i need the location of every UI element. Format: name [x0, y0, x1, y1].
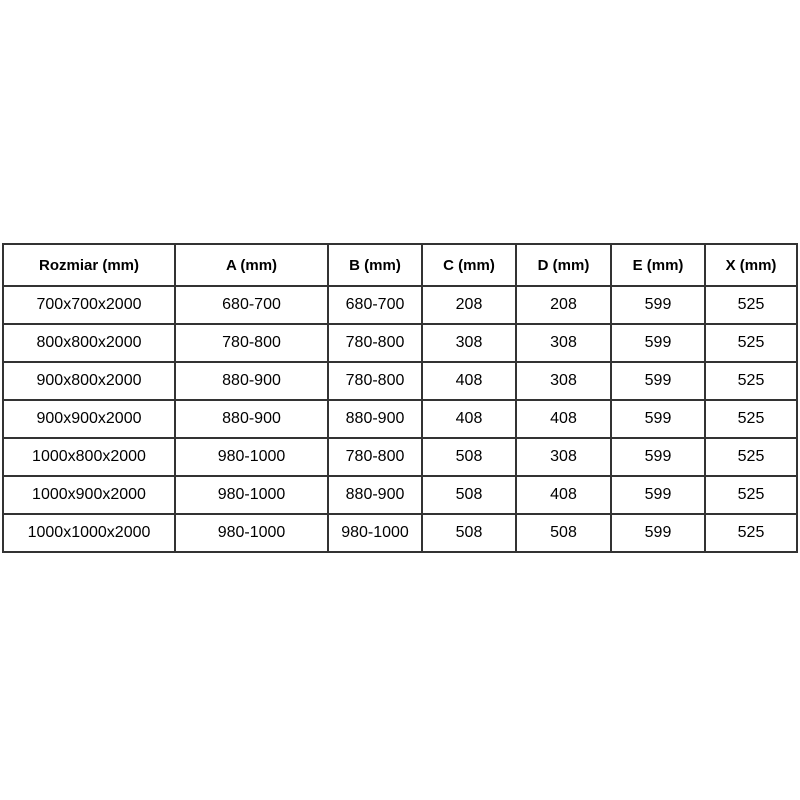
dim-d-cell: 208: [516, 286, 611, 324]
size-cell: 1000x900x2000: [3, 476, 175, 514]
dim-a-cell: 680-700: [175, 286, 328, 324]
table-row: [3, 324, 797, 362]
dim-c-cell: 208: [422, 286, 516, 324]
dim-a-cell: 980-1000: [175, 438, 328, 476]
column-header-e: E (mm): [611, 244, 705, 286]
column-header-a: A (mm): [175, 244, 328, 286]
dim-x-cell: 525: [705, 324, 797, 362]
dim-x-cell: 525: [705, 286, 797, 324]
dim-c-cell: 508: [422, 438, 516, 476]
column-header-c: C (mm): [422, 244, 516, 286]
dim-c-cell: 508: [422, 476, 516, 514]
dim-a-cell: 980-1000: [175, 476, 328, 514]
table-row: [3, 476, 797, 514]
header-row: [3, 244, 797, 286]
column-header-x: X (mm): [705, 244, 797, 286]
dim-b-cell: 680-700: [328, 286, 422, 324]
dim-e-cell: 599: [611, 324, 705, 362]
dim-b-cell: 880-900: [328, 400, 422, 438]
dim-b-cell: 880-900: [328, 476, 422, 514]
dim-a-cell: 880-900: [175, 362, 328, 400]
dim-a-cell: 980-1000: [175, 514, 328, 552]
table-row: [3, 286, 797, 324]
size-spec-table: [2, 243, 798, 553]
dim-c-cell: 408: [422, 400, 516, 438]
dim-e-cell: 599: [611, 362, 705, 400]
table-row: [3, 400, 797, 438]
table-row: [3, 514, 797, 552]
dim-e-cell: 599: [611, 286, 705, 324]
dim-b-cell: 780-800: [328, 362, 422, 400]
size-cell: 800x800x2000: [3, 324, 175, 362]
table-body: [3, 286, 797, 552]
size-cell: 1000x1000x2000: [3, 514, 175, 552]
dim-d-cell: 508: [516, 514, 611, 552]
size-cell: 900x800x2000: [3, 362, 175, 400]
size-cell: 900x900x2000: [3, 400, 175, 438]
dim-e-cell: 599: [611, 438, 705, 476]
dim-x-cell: 525: [705, 362, 797, 400]
dim-d-cell: 308: [516, 324, 611, 362]
dim-d-cell: 408: [516, 476, 611, 514]
dim-c-cell: 408: [422, 362, 516, 400]
dim-e-cell: 599: [611, 514, 705, 552]
dim-b-cell: 980-1000: [328, 514, 422, 552]
dim-x-cell: 525: [705, 438, 797, 476]
dim-x-cell: 525: [705, 514, 797, 552]
dim-d-cell: 308: [516, 362, 611, 400]
size-cell: 1000x800x2000: [3, 438, 175, 476]
dim-d-cell: 408: [516, 400, 611, 438]
dim-e-cell: 599: [611, 400, 705, 438]
table-row: [3, 362, 797, 400]
dim-d-cell: 308: [516, 438, 611, 476]
dim-b-cell: 780-800: [328, 438, 422, 476]
size-cell: 700x700x2000: [3, 286, 175, 324]
table-header: [3, 244, 797, 286]
dim-c-cell: 308: [422, 324, 516, 362]
dim-b-cell: 780-800: [328, 324, 422, 362]
dim-a-cell: 880-900: [175, 400, 328, 438]
column-header-b: B (mm): [328, 244, 422, 286]
table-row: [3, 438, 797, 476]
column-header-rozmiar: Rozmiar (mm): [3, 244, 175, 286]
dim-a-cell: 780-800: [175, 324, 328, 362]
dim-x-cell: 525: [705, 476, 797, 514]
dim-x-cell: 525: [705, 400, 797, 438]
dim-c-cell: 508: [422, 514, 516, 552]
dim-e-cell: 599: [611, 476, 705, 514]
column-header-d: D (mm): [516, 244, 611, 286]
